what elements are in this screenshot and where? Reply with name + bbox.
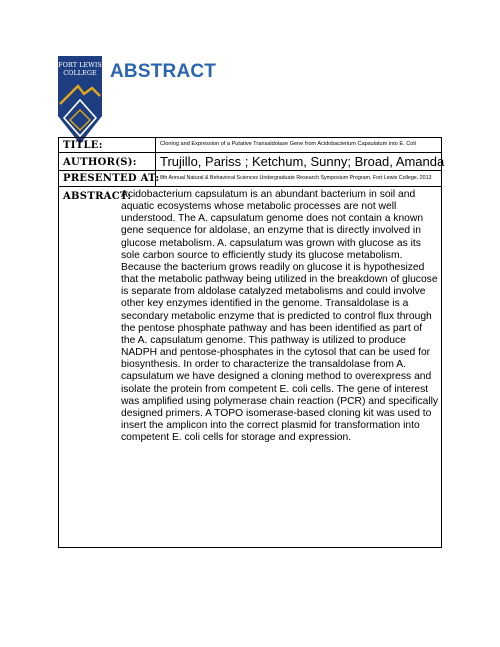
abstract-text: Acidobacterium capsulatum is an abundant bacterium in soil and aquatic ecosystems whose metabolic processes are not well understood. The A. capsulatum genome does not contain a known gene sequence for aldolase, an enzyme that is directly involved in glucose metabolism. A. capsulatum was grown with glucose as its sole carbon source to efficiently study its glucose metabolism. Because the bacterium grows readily on glucose it is hypothesized that the metabolic pathway being utilized in the breakdown of glucose is separate from aldolase catalyzed metabolisms and could involve other key enzymes identified in the genome. Transaldolase is a secondary metabolic enzyme that is predicted to control flux through the pentose phosphate pathway and has been identified as part of the A. capsulatum genome. This pathway is utilized to produce NADPH and pentose-phosphates in the cytosol that can be used for biosynthesis. In order to characterize the transaldolase from A. capsulatum we have designed a cloning method to overexpress and isolate the protein from competent E. coli cells. The gene of interest was amplified using polymerase chain reaction (PCR) and specifically designed primers. A TOPO isomerase-based cloning kit was used to insert the amplicon into the correct plasmid for transformation into competent E. coli cells for storage and expression. bbox=[121, 189, 439, 444]
abstract-form bbox=[58, 137, 445, 548]
abstract-label: ABSTRACT: bbox=[63, 191, 132, 202]
page-title: ABSTRACT bbox=[110, 61, 217, 82]
presented-row bbox=[59, 171, 441, 187]
logo-line-1: FORT LEWIS bbox=[58, 61, 102, 69]
presented-value: 8th Annual Natural & Behavioral Sciences Undergraduate Research Symposium Program, Fort Lewis College, 2013 bbox=[160, 175, 432, 181]
title-row bbox=[59, 138, 441, 153]
logo-line-2: COLLEGE bbox=[63, 69, 97, 77]
college-logo bbox=[58, 56, 102, 144]
presented-label: PRESENTED AT: bbox=[63, 173, 160, 184]
authors-row bbox=[59, 153, 445, 171]
authors-label: AUTHOR(S): bbox=[63, 157, 137, 168]
title-label: TITLE: bbox=[63, 140, 103, 151]
authors-value: Trujillo, Pariss ; Ketchum, Sunny; Broad, Amanda bbox=[160, 154, 445, 169]
title-value: Cloning and Expression of a Putative Transaldolase Gene from Acidobacterium Capsulatum into E. Coli bbox=[160, 141, 416, 147]
